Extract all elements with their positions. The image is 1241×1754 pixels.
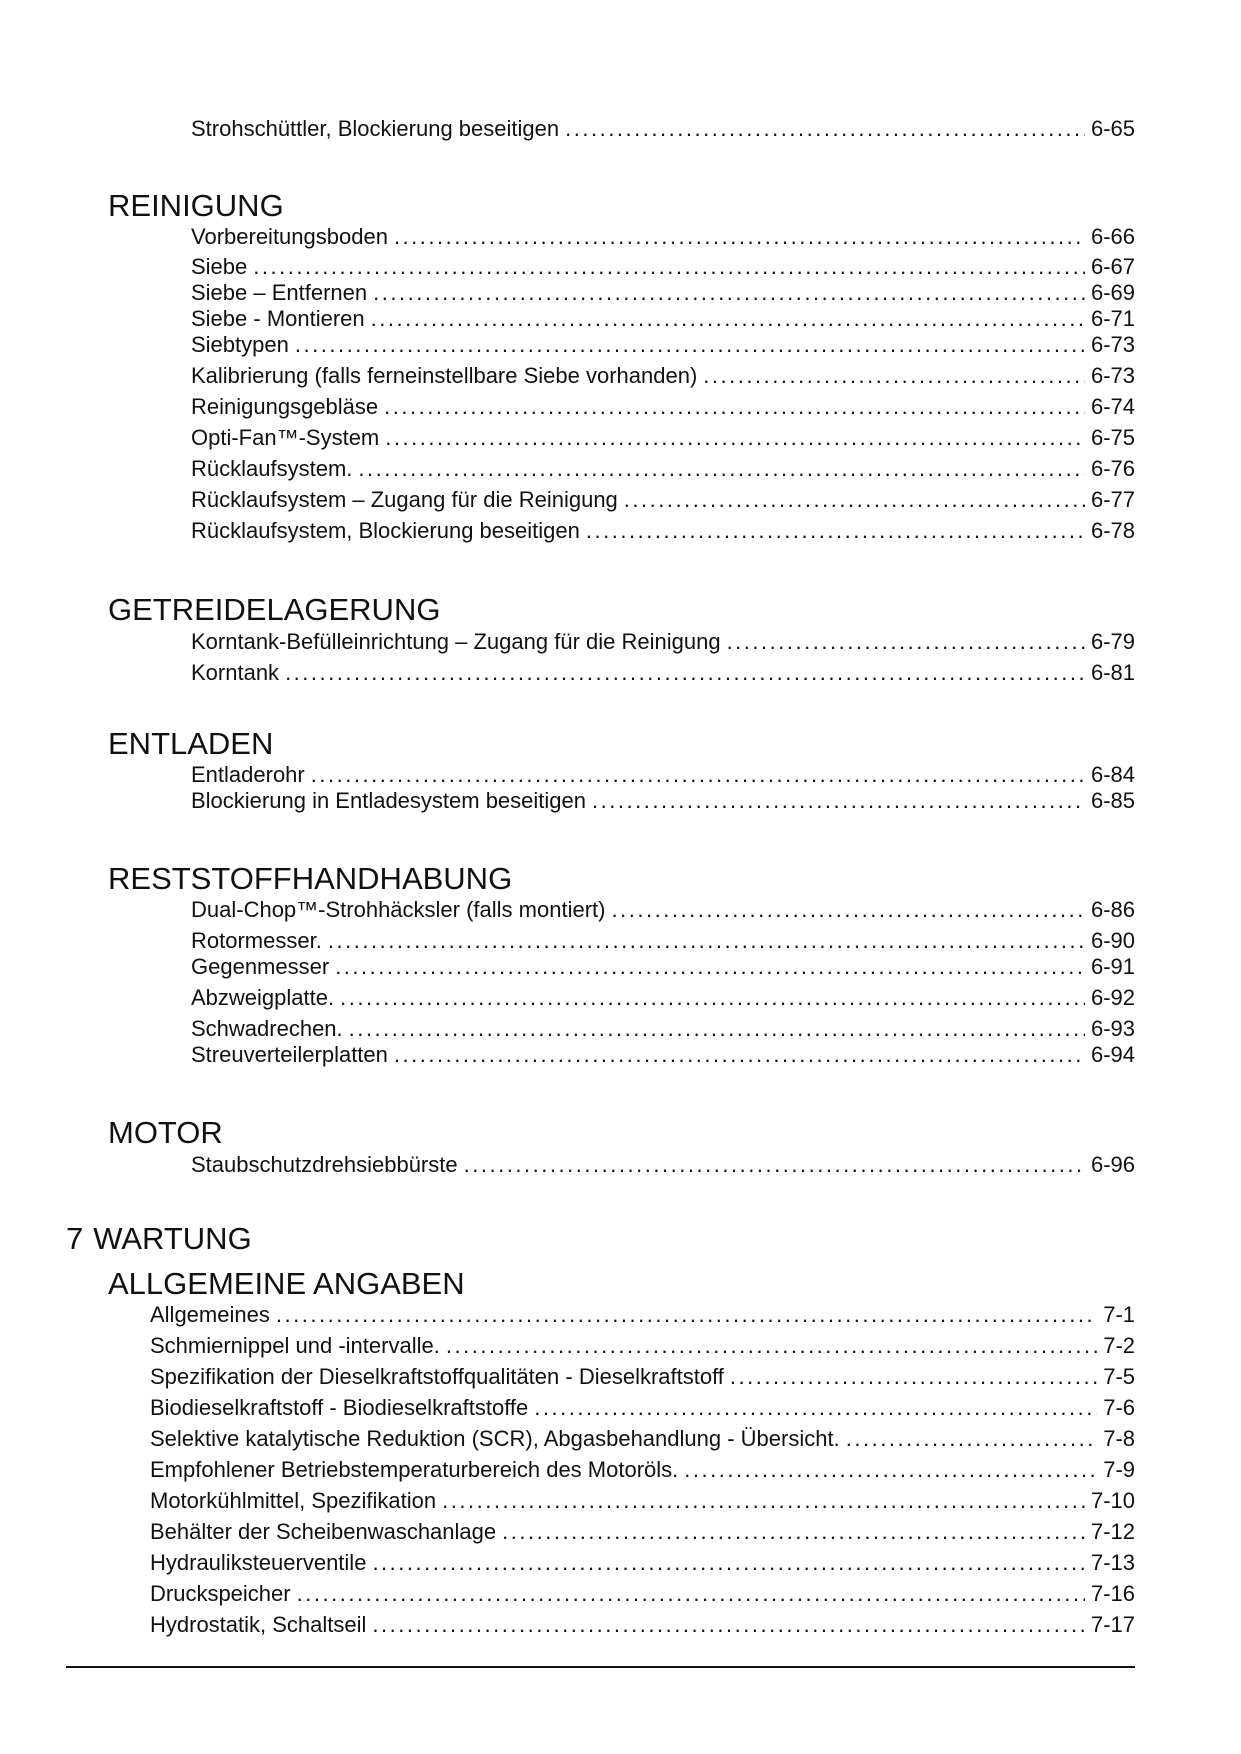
toc-entry-page: 6-69 (1090, 280, 1135, 305)
toc-entry-title: Korntank (191, 660, 280, 685)
dot-leader (565, 116, 1085, 142)
toc-entry-page: 6-78 (1090, 518, 1135, 543)
toc-entry-page: 6-91 (1090, 954, 1135, 979)
dot-leader (684, 1457, 1097, 1483)
toc-entry[interactable] (191, 454, 1135, 482)
toc-entry-title: Schwadrechen. (191, 1016, 343, 1041)
toc-entry[interactable] (191, 952, 1135, 980)
toc-entry-title: Dual-Chop™-Strohhäcksler (falls montiert) (191, 897, 606, 922)
toc-entry-title: Druckspeicher (150, 1581, 291, 1606)
toc-entry[interactable] (150, 1300, 1135, 1328)
dot-leader (372, 1612, 1085, 1638)
section-heading: ENTLADEN (108, 726, 274, 761)
dot-leader (371, 306, 1085, 332)
dot-leader (340, 985, 1085, 1011)
dot-leader (502, 1519, 1085, 1545)
toc-entry-page: 7-5 (1103, 1364, 1135, 1389)
dot-leader (846, 1426, 1098, 1452)
dot-leader (297, 1581, 1085, 1607)
section-heading: REINIGUNG (108, 188, 284, 223)
toc-entry-title: Hydrauliksteuerventile (150, 1550, 367, 1575)
toc-entry-page: 6-85 (1090, 788, 1135, 813)
toc-entry-page: 6-81 (1090, 660, 1135, 685)
toc-entry-title: Siebe (191, 254, 248, 279)
toc-entry[interactable] (191, 304, 1135, 332)
toc-entry-page: 6-86 (1090, 897, 1135, 922)
toc-entry-title: Biodieselkraftstoff - Biodieselkraftstoffe (150, 1395, 529, 1420)
dot-leader (335, 954, 1085, 980)
toc-entry[interactable] (191, 252, 1135, 280)
dot-leader (534, 1395, 1097, 1421)
toc-entry-title: Blockierung in Entladesystem beseitigen (191, 788, 587, 813)
dot-leader (464, 1152, 1085, 1178)
dot-leader (586, 518, 1085, 544)
toc-entry-page: 7-2 (1103, 1333, 1135, 1358)
toc-entry-page: 6-75 (1090, 425, 1135, 450)
toc-entry[interactable] (150, 1486, 1135, 1514)
toc-entry[interactable] (150, 1331, 1135, 1359)
toc-entry-title: Allgemeines (150, 1302, 270, 1327)
toc-entry-title: Korntank-Befülleinrichtung – Zugang für die Reinigung (191, 629, 721, 654)
toc-entry[interactable] (191, 658, 1135, 686)
toc-entry[interactable] (191, 330, 1135, 358)
toc-entry-title: Abzweigplatte. (191, 985, 335, 1010)
toc-entry-title: Selektive katalytische Reduktion (SCR), Abgasbehandlung - Übersicht. (150, 1426, 840, 1451)
toc-entry[interactable] (191, 516, 1135, 544)
section-heading: MOTOR (108, 1115, 223, 1150)
toc-entry[interactable] (150, 1517, 1135, 1545)
footer-rule (66, 1666, 1135, 1668)
toc-entry-title: Rücklaufsystem, Blockierung beseitigen (191, 518, 580, 543)
dot-leader (394, 224, 1085, 250)
toc-entry-title: Vorbereitungsboden (191, 224, 388, 249)
toc-entry-page: 7-16 (1090, 1581, 1135, 1606)
toc-entry-page: 6-77 (1090, 487, 1135, 512)
toc-entry[interactable] (150, 1548, 1135, 1576)
toc-entry-title: Kalibrierung (falls ferneinstellbare Siebe vorhanden) (191, 363, 698, 388)
toc-entry-page: 6-65 (1090, 116, 1135, 141)
toc-entry[interactable] (191, 760, 1135, 788)
dot-leader (446, 1333, 1097, 1359)
toc-entry[interactable] (191, 786, 1135, 814)
toc-entry-title: Spezifikation der Dieselkraftstoffqualitäten - Dieselkraftstoff (150, 1364, 724, 1389)
toc-entry-page: 6-73 (1090, 332, 1135, 357)
chapter-number: 7 (66, 1221, 84, 1256)
toc-entry-title: Siebe - Montieren (191, 306, 365, 331)
dot-leader (253, 254, 1085, 280)
toc-entry[interactable] (191, 278, 1135, 306)
dot-leader (730, 1364, 1097, 1390)
dot-leader (703, 363, 1085, 389)
toc-entry-page: 6-73 (1090, 363, 1135, 388)
toc-entry[interactable] (191, 114, 1135, 142)
toc-entry[interactable] (191, 926, 1135, 954)
toc-entry[interactable] (150, 1455, 1135, 1483)
toc-entry[interactable] (191, 1014, 1135, 1042)
toc-entry-page: 6-84 (1090, 762, 1135, 787)
toc-entry[interactable] (150, 1393, 1135, 1421)
toc-entry[interactable] (191, 983, 1135, 1011)
section-heading: GETREIDELAGERUNG (108, 592, 441, 627)
toc-entry[interactable] (191, 627, 1135, 655)
dot-leader (372, 1550, 1085, 1576)
toc-entry-page: 7-12 (1090, 1519, 1135, 1544)
dot-leader (373, 280, 1085, 306)
toc-entry-page: 6-94 (1090, 1042, 1135, 1067)
section-heading: ALLGEMEINE ANGABEN (108, 1266, 465, 1301)
dot-leader (328, 928, 1085, 954)
dot-leader (611, 897, 1084, 923)
toc-entry[interactable] (191, 222, 1135, 250)
toc-entry-title: Schmiernippel und -intervalle. (150, 1333, 440, 1358)
toc-entry-page: 7-10 (1090, 1488, 1135, 1513)
toc-entry-page: 7-8 (1103, 1426, 1135, 1451)
dot-leader (295, 332, 1085, 358)
toc-entry[interactable] (191, 1150, 1135, 1178)
toc-entry-page: 6-90 (1090, 928, 1135, 953)
dot-leader (592, 788, 1085, 814)
dot-leader (384, 394, 1085, 420)
toc-entry-page: 6-79 (1090, 629, 1135, 654)
dot-leader (276, 1302, 1097, 1328)
section-heading: RESTSTOFFHANDHABUNG (108, 861, 513, 896)
toc-entry-page: 6-93 (1090, 1016, 1135, 1041)
toc-entry[interactable] (150, 1579, 1135, 1607)
dot-leader (285, 660, 1085, 686)
dot-leader (727, 629, 1085, 655)
toc-entry-title: Motorkühlmittel, Spezifikation (150, 1488, 437, 1513)
toc-entry-title: Empfohlener Betriebstemperaturbereich des Motoröls. (150, 1457, 679, 1482)
dot-leader (394, 1042, 1085, 1068)
toc-entry[interactable] (150, 1362, 1135, 1390)
toc-entry[interactable] (191, 392, 1135, 420)
toc-entry-title: Gegenmesser (191, 954, 330, 979)
toc-entry[interactable] (191, 1040, 1135, 1068)
toc-entry-title: Strohschüttler, Blockierung beseitigen (191, 116, 560, 141)
toc-entry-page: 6-71 (1090, 306, 1135, 331)
toc-entry[interactable] (191, 485, 1135, 513)
toc-entry-page: 7-6 (1103, 1395, 1135, 1420)
toc-entry-page: 6-76 (1090, 456, 1135, 481)
chapter-title: WARTUNG (93, 1221, 252, 1256)
toc-entry-page: 6-67 (1090, 254, 1135, 279)
toc-entry-page: 6-74 (1090, 394, 1135, 419)
dot-leader (349, 1016, 1085, 1042)
toc-entry-title: Staubschutzdrehsiebbürste (191, 1152, 458, 1177)
toc-entry[interactable] (191, 895, 1135, 923)
dot-leader (442, 1488, 1085, 1514)
toc-entry-title: Rücklaufsystem. (191, 456, 353, 481)
toc-entry-page: 7-13 (1090, 1550, 1135, 1575)
toc-entry-page: 7-17 (1090, 1612, 1135, 1637)
dot-leader (624, 487, 1085, 513)
dot-leader (358, 456, 1085, 482)
toc-entry-title: Siebtypen (191, 332, 289, 357)
toc-entry-title: Behälter der Scheibenwaschanlage (150, 1519, 497, 1544)
toc-entry-page: 6-92 (1090, 985, 1135, 1010)
toc-entry-page: 6-66 (1090, 224, 1135, 249)
toc-entry-page: 7-9 (1103, 1457, 1135, 1482)
toc-entry-page: 6-96 (1090, 1152, 1135, 1177)
toc-entry[interactable] (191, 361, 1135, 389)
dot-leader (385, 425, 1085, 451)
toc-entry-title: Streuverteilerplatten (191, 1042, 388, 1067)
toc-entry-title: Rücklaufsystem – Zugang für die Reinigung (191, 487, 618, 512)
toc-entry-title: Opti-Fan™-System (191, 425, 380, 450)
toc-entry-page: 7-1 (1103, 1302, 1135, 1327)
dot-leader (311, 762, 1085, 788)
toc-entry[interactable] (191, 423, 1135, 451)
toc-entry[interactable] (150, 1610, 1135, 1638)
toc-entry-title: Siebe – Entfernen (191, 280, 368, 305)
toc-entry-title: Reinigungsgebläse (191, 394, 379, 419)
chapter-heading (66, 1221, 252, 1257)
toc-entry-title: Entladerohr (191, 762, 305, 787)
toc-entry-title: Hydrostatik, Schaltseil (150, 1612, 367, 1637)
toc-entry-title: Rotormesser. (191, 928, 322, 953)
toc-entry[interactable] (150, 1424, 1135, 1452)
